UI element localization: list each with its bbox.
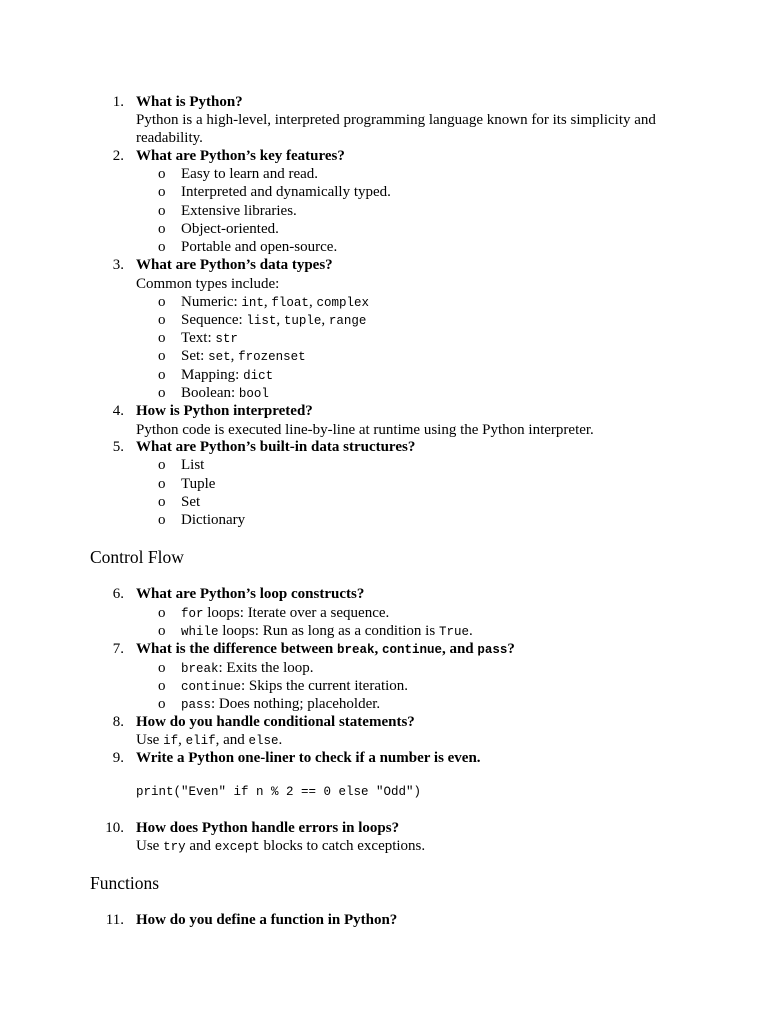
item-label: Set: <box>181 348 209 364</box>
code-term: range <box>328 314 367 328</box>
list-item <box>181 604 389 623</box>
item-label: Boolean: <box>181 385 239 401</box>
list-item <box>181 329 238 348</box>
code-term: pass <box>477 643 508 657</box>
list-item: Dictionary <box>181 512 246 528</box>
bullet-marker: o <box>158 166 166 182</box>
item-label: Text: <box>181 330 216 346</box>
item-label: Numeric: <box>181 294 242 310</box>
code-term: str <box>215 332 238 346</box>
bullet-marker: o <box>158 385 166 401</box>
answer-text: Common types include: <box>136 276 280 292</box>
code-term: break <box>336 643 375 657</box>
answer-fragment: . <box>278 732 283 748</box>
list-item: Portable and open-source. <box>181 239 338 255</box>
list-item: Sequence: list, tuple, range <box>181 312 367 328</box>
question-title <box>136 640 515 659</box>
code-term: for <box>181 607 204 621</box>
question-number: 3. <box>112 257 124 273</box>
list-item: Interpreted and dynamically typed. <box>181 184 391 200</box>
title-text: What is the difference between <box>136 641 337 657</box>
list-item <box>181 384 269 403</box>
bullet-marker: o <box>158 221 166 237</box>
question-title: What are Python’s key features? <box>136 148 345 164</box>
list-item <box>181 695 380 714</box>
question-number: 9. <box>112 750 124 766</box>
item-label: Mapping: <box>181 367 244 383</box>
code-block: print("Even" if n % 2 == 0 else "Odd") <box>136 785 422 799</box>
question-title: What is Python? <box>136 94 243 110</box>
bullet-marker: o <box>158 494 166 510</box>
bullet-marker: o <box>158 239 166 255</box>
item-text: : Exits the loop. <box>218 660 314 676</box>
answer-text: readability. <box>136 130 203 146</box>
answer-fragment: blocks to catch exceptions. <box>259 838 426 854</box>
question-title: What are Python’s data types? <box>136 257 333 273</box>
answer-text <box>136 731 696 750</box>
bullet-marker: o <box>158 367 166 383</box>
item-text: : Skips the current iteration. <box>241 678 409 694</box>
bullet-marker: o <box>158 330 166 346</box>
code-term: frozenset <box>238 350 306 364</box>
bullet-marker: o <box>158 660 166 676</box>
code-term: list <box>246 314 277 328</box>
code-term: while <box>181 625 219 639</box>
code-term: pass <box>181 698 212 712</box>
question-number: 5. <box>112 439 124 455</box>
answer-text <box>136 837 696 856</box>
question-number: 11. <box>105 912 124 928</box>
answer-fragment: Use <box>136 732 164 748</box>
code-term: elif <box>185 734 216 748</box>
question-number: 6. <box>112 586 124 602</box>
answer-text: Python code is executed line-by-line at runtime using the Python interpreter. <box>136 422 594 438</box>
item-text: : Does nothing; placeholder. <box>211 696 381 712</box>
question-number: 2. <box>112 148 124 164</box>
code-term: set <box>208 350 231 364</box>
question-title: How do you handle conditional statements? <box>136 714 415 730</box>
list-item: Extensive libraries. <box>181 203 297 219</box>
list-item <box>181 366 273 385</box>
bullet-marker: o <box>158 512 166 528</box>
question-number: 7. <box>112 641 124 657</box>
bullet-marker: o <box>158 623 166 639</box>
section-heading: Functions <box>90 873 160 893</box>
title-text: ? <box>507 641 515 657</box>
question-title: How do you define a function in Python? <box>136 912 398 928</box>
answer-text: Python is a high-level, interpreted programming language known for its simplicity and <box>136 112 656 128</box>
question-title: How is Python interpreted? <box>136 403 313 419</box>
list-item <box>181 677 408 696</box>
code-term: continue <box>381 643 442 657</box>
code-term: try <box>163 840 186 854</box>
question-number: 1. <box>112 94 124 110</box>
answer-fragment: Use <box>136 838 164 854</box>
list-item: Tuple <box>181 476 216 492</box>
question-title: What are Python’s built-in data structures? <box>136 439 416 455</box>
list-item: Set <box>181 494 201 510</box>
list-item: Object-oriented. <box>181 221 279 237</box>
list-item: List <box>181 457 205 473</box>
answer-fragment: , <box>178 732 186 748</box>
list-item: Set: set, frozenset <box>181 348 306 364</box>
list-item <box>181 622 473 641</box>
question-title: How does Python handle errors in loops? <box>136 820 400 836</box>
code-term: else <box>248 734 279 748</box>
section-heading: Control Flow <box>90 547 184 567</box>
title-text: , <box>374 641 382 657</box>
question-title: What are Python’s loop constructs? <box>136 586 365 602</box>
code-term: complex <box>316 296 369 310</box>
code-term: bool <box>238 387 269 401</box>
code-term: break <box>181 662 219 676</box>
code-term: float <box>271 296 309 310</box>
bullet-marker: o <box>158 457 166 473</box>
code-term: continue <box>181 680 242 694</box>
code-term: dict <box>243 369 274 383</box>
bullet-marker: o <box>158 312 166 328</box>
question-number: 4. <box>112 403 124 419</box>
title-text: , and <box>441 641 478 657</box>
bullet-marker: o <box>158 696 166 712</box>
code-term: True <box>438 625 469 639</box>
list-item: Numeric: int, float, complex <box>181 294 369 310</box>
item-text: loops: Run as long as a condition is <box>218 623 439 639</box>
item-text: . <box>468 623 473 639</box>
code-term: tuple <box>283 314 322 328</box>
code-term: int <box>241 296 264 310</box>
list-item <box>181 659 314 678</box>
question-number: 10. <box>105 820 124 836</box>
item-label: Sequence: <box>181 312 247 328</box>
answer-fragment: and <box>185 838 215 854</box>
bullet-marker: o <box>158 348 166 364</box>
bullet-marker: o <box>158 184 166 200</box>
bullet-marker: o <box>158 203 166 219</box>
bullet-marker: o <box>158 678 166 694</box>
answer-fragment: , and <box>215 732 249 748</box>
code-term: if <box>163 734 179 748</box>
code-term: except <box>214 840 260 854</box>
bullet-marker: o <box>158 294 166 310</box>
item-text: loops: Iterate over a sequence. <box>203 605 390 621</box>
bullet-marker: o <box>158 605 166 621</box>
question-title: Write a Python one-liner to check if a number is even. <box>136 750 481 766</box>
list-item: Easy to learn and read. <box>181 166 319 182</box>
bullet-marker: o <box>158 476 166 492</box>
question-number: 8. <box>112 714 124 730</box>
